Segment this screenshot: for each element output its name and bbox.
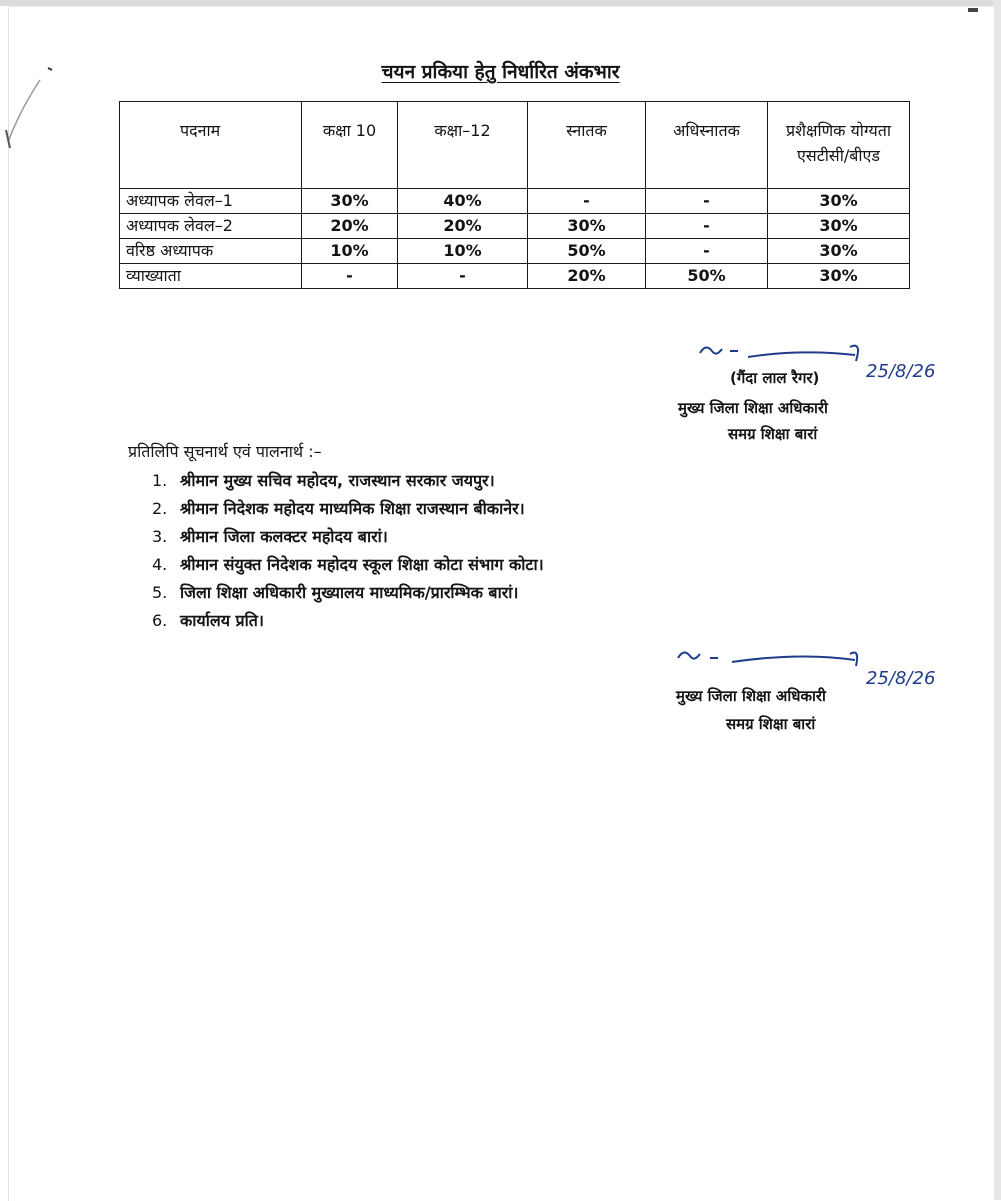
list-item-number: 6.	[152, 611, 168, 630]
signatory-office: समग्र शिक्षा बारां	[728, 425, 818, 443]
list-item-text: जिला शिक्षा अधिकारी मुख्यालय माध्यमिक/प्रारम्भिक बारां।	[180, 583, 519, 602]
table-cell: 30%	[768, 264, 910, 289]
table-cell: -	[646, 214, 768, 239]
table-cell: 10%	[302, 239, 398, 264]
table-cell: 10%	[398, 239, 528, 264]
list-item	[152, 551, 544, 579]
table-cell: 40%	[398, 189, 528, 214]
signature-2-date: 25/8/26	[866, 668, 936, 689]
table-row	[120, 189, 910, 214]
signature-1-date: 25/8/26	[866, 361, 936, 382]
table-cell: 30%	[768, 214, 910, 239]
signatory-2-office: समग्र शिक्षा बारां	[726, 715, 816, 733]
table-cell: -	[398, 264, 528, 289]
header-class-10: कक्षा 10	[302, 102, 398, 189]
row-label: अध्यापक लेवल–1	[120, 189, 302, 214]
list-item-text: श्रीमान निदेशक महोदय माध्यमिक शिक्षा राजस्थान बीकानेर।	[180, 499, 525, 518]
table-cell: -	[528, 189, 646, 214]
table-cell: 50%	[646, 264, 768, 289]
list-item-text: श्रीमान संयुक्त निदेशक महोदय स्कूल शिक्षा कोटा संभाग कोटा।	[180, 555, 544, 574]
list-item-number: 1.	[152, 471, 168, 490]
table-row	[120, 214, 910, 239]
table-cell: 20%	[398, 214, 528, 239]
table-cell: 50%	[528, 239, 646, 264]
header-graduate: स्नातक	[528, 102, 646, 189]
marks-table	[119, 101, 910, 289]
table-header-row	[120, 102, 910, 189]
table-cell: -	[646, 239, 768, 264]
list-item	[152, 579, 544, 607]
list-item-number: 4.	[152, 555, 168, 574]
header-training: प्रशैक्षणिक योग्यता एसटीसी/बीएड	[768, 102, 910, 189]
copy-to-list	[152, 467, 544, 635]
signature-2-mark	[660, 640, 980, 720]
table-cell: 30%	[768, 189, 910, 214]
header-postgraduate: अधिस्नातक	[646, 102, 768, 189]
table-cell: 30%	[302, 189, 398, 214]
document-title	[0, 58, 1001, 84]
corner-mark	[968, 8, 980, 14]
signatory-2-designation: मुख्य जिला शिक्षा अधिकारी	[676, 687, 826, 705]
document-title-text: चयन प्रकिया हेतु निर्धारित अंकभार	[381, 61, 620, 83]
list-item-text: कार्यालय प्रति।	[180, 611, 264, 630]
row-label: अध्यापक लेवल–2	[120, 214, 302, 239]
list-item-text: श्रीमान जिला कलक्टर महोदय बारां।	[180, 527, 388, 546]
list-item	[152, 523, 544, 551]
scan-right-border	[993, 0, 1001, 1200]
header-post: पदनाम	[120, 102, 302, 189]
table-cell: 30%	[528, 214, 646, 239]
list-item	[152, 607, 544, 635]
list-item-number: 3.	[152, 527, 168, 546]
table-cell: -	[646, 189, 768, 214]
row-label: वरिष्ठ अध्यापक	[120, 239, 302, 264]
table-cell: 20%	[302, 214, 398, 239]
table-cell: 30%	[768, 239, 910, 264]
row-label: व्याख्याता	[120, 264, 302, 289]
list-item-text: श्रीमान मुख्य सचिव महोदय, राजस्थान सरकार जयपुर।	[180, 471, 495, 490]
table-cell: 20%	[528, 264, 646, 289]
copy-to-heading: प्रतिलिपि सूचनार्थ एवं पालनार्थ :–	[128, 442, 322, 461]
header-class-12: कक्षा–12	[398, 102, 528, 189]
table-row	[120, 264, 910, 289]
list-item-number: 2.	[152, 499, 168, 518]
table-cell: -	[302, 264, 398, 289]
signatory-designation: मुख्य जिला शिक्षा अधिकारी	[678, 399, 828, 417]
list-item-number: 5.	[152, 583, 168, 602]
list-item	[152, 467, 544, 495]
signatory-name: (गैंदा लाल रैगर)	[730, 369, 820, 387]
list-item	[152, 495, 544, 523]
table-row	[120, 239, 910, 264]
